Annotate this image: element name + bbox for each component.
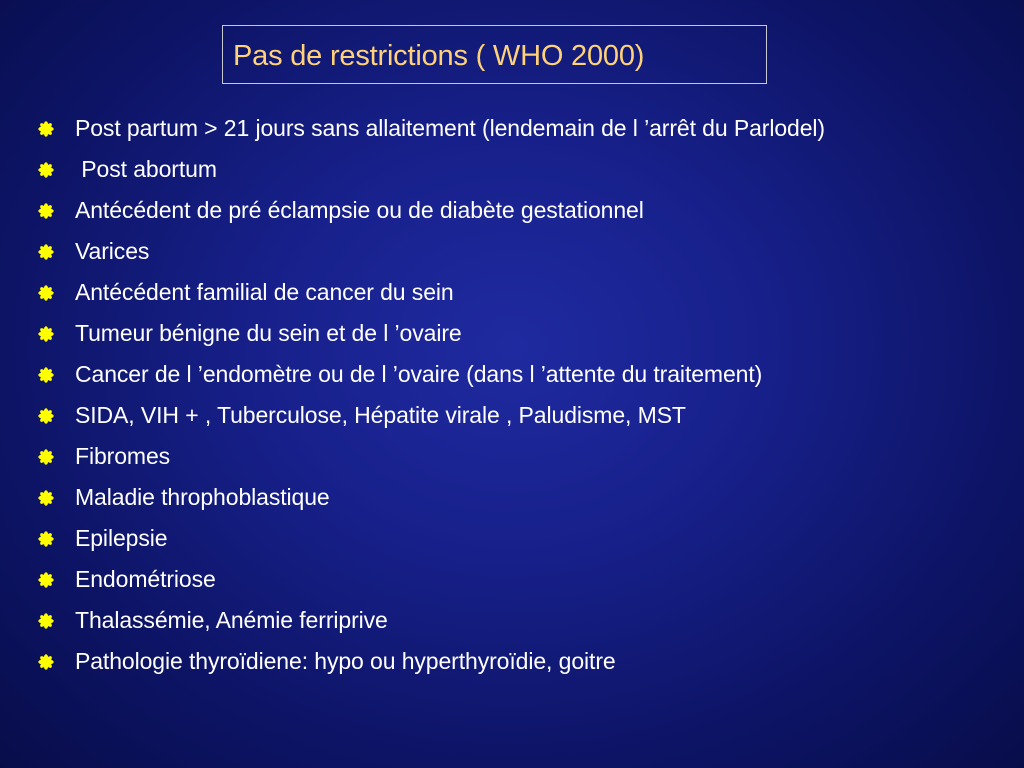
list-item	[38, 600, 825, 641]
flower-bullet-icon	[38, 162, 54, 178]
bullet-text: Endométriose	[75, 566, 216, 592]
bullet-text: Post partum > 21 jours sans allaitement (lendemain de l ’arrêt du Parlodel)	[75, 115, 825, 141]
list-item	[38, 190, 825, 231]
flower-bullet-icon	[38, 490, 54, 506]
bullet-text: Cancer de l ’endomètre ou de l ’ovaire (dans l ’attente du traitement)	[75, 361, 763, 387]
bullet-text: Antécédent familial de cancer du sein	[75, 279, 454, 305]
flower-bullet-icon	[38, 203, 54, 219]
flower-bullet-icon	[38, 572, 54, 588]
bullet-text: Post abortum	[75, 156, 217, 182]
bullet-text: Thalassémie, Anémie ferriprive	[75, 607, 388, 633]
title-box	[222, 25, 767, 84]
flower-bullet-icon	[38, 408, 54, 424]
list-item	[38, 313, 825, 354]
bullet-text: Maladie throphoblastique	[75, 484, 330, 510]
slide-title: Pas de restrictions ( WHO 2000)	[233, 40, 645, 72]
list-item	[38, 354, 825, 395]
list-item	[38, 436, 825, 477]
bullet-text: Tumeur bénigne du sein et de l ’ovaire	[75, 320, 462, 346]
list-item	[38, 477, 825, 518]
list-item	[38, 395, 825, 436]
list-item	[38, 149, 825, 190]
bullet-list	[38, 108, 825, 682]
flower-bullet-icon	[38, 654, 54, 670]
flower-bullet-icon	[38, 285, 54, 301]
list-item	[38, 108, 825, 149]
flower-bullet-icon	[38, 449, 54, 465]
bullet-text: Pathologie thyroïdiene: hypo ou hyperthyroïdie, goitre	[75, 648, 616, 674]
flower-bullet-icon	[38, 613, 54, 629]
bullet-text: Fibromes	[75, 443, 171, 469]
bullet-text: Varices	[75, 238, 150, 264]
list-item	[38, 641, 825, 682]
bullet-text: Antécédent de pré éclampsie ou de diabète gestationnel	[75, 197, 644, 223]
flower-bullet-icon	[38, 531, 54, 547]
flower-bullet-icon	[38, 121, 54, 137]
list-item	[38, 231, 825, 272]
list-item	[38, 518, 825, 559]
bullet-text: SIDA, VIH + , Tuberculose, Hépatite virale , Paludisme, MST	[75, 402, 686, 428]
list-item	[38, 272, 825, 313]
flower-bullet-icon	[38, 367, 54, 383]
bullet-text: Epilepsie	[75, 525, 168, 551]
list-item	[38, 559, 825, 600]
flower-bullet-icon	[38, 326, 54, 342]
flower-bullet-icon	[38, 244, 54, 260]
